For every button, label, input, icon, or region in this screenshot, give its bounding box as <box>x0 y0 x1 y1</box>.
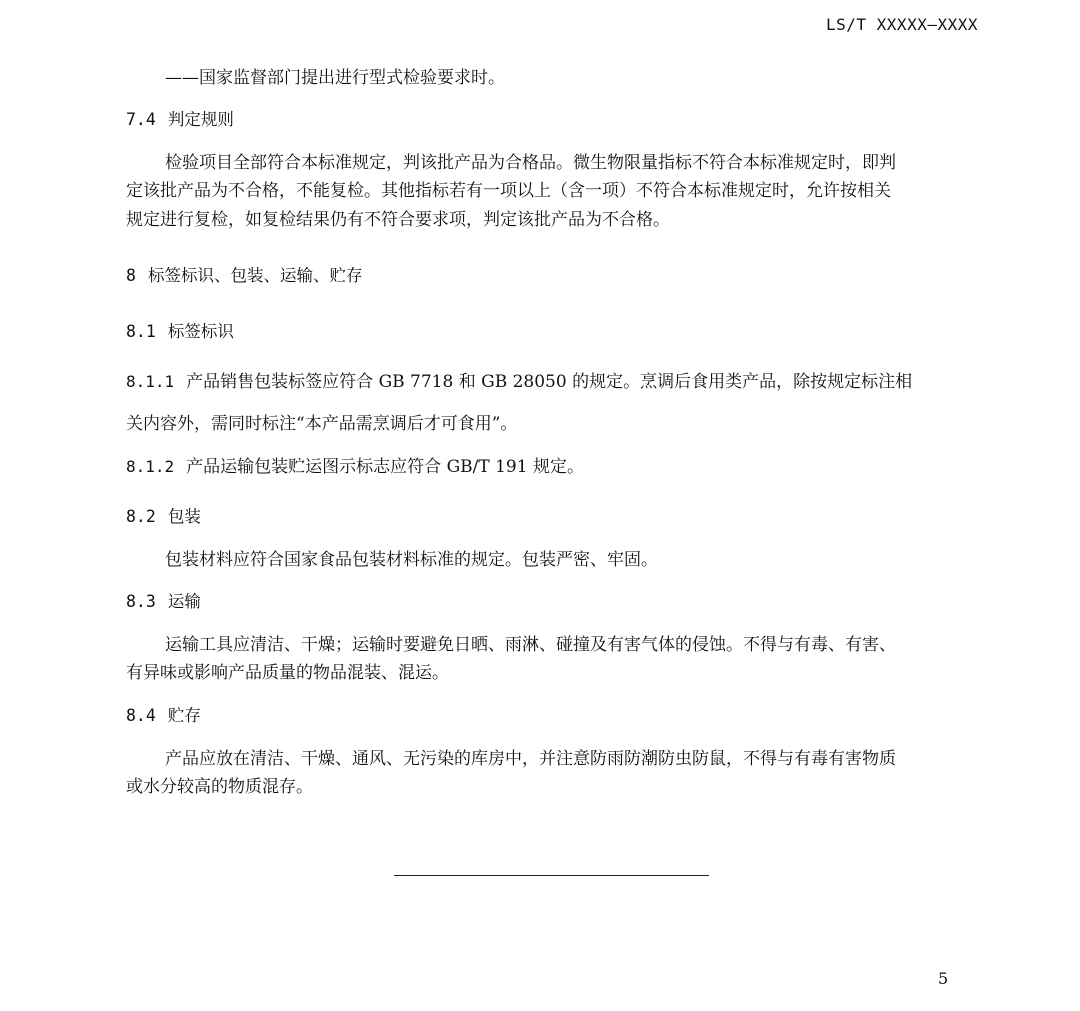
section-heading-8-1 <box>126 318 978 342</box>
section-title: 判定规则 <box>167 110 234 129</box>
paragraph-line: 有异味或影响产品质量的物品混装、混运。 <box>126 663 449 683</box>
clause-text: 产品销售包装标签应符合 GB 7718 和 GB 28050 的规定。烹调后食用类产品，除按规定标注相 <box>186 372 913 392</box>
section-number: 8.4 <box>126 706 156 725</box>
section-heading-8-3 <box>126 588 978 612</box>
paragraph-line: 规定进行复检，如复检结果仍有不符合要求项，判定该批产品为不合格。 <box>126 210 670 230</box>
section-title: 包装 <box>167 507 201 526</box>
section-number: 8.1 <box>126 322 156 341</box>
clause-8-1-1 <box>126 367 978 392</box>
section-number: 8.2 <box>126 507 156 526</box>
page-number: 5 <box>938 969 949 988</box>
section-number: 8.3 <box>126 592 156 611</box>
section-heading-8 <box>126 262 978 286</box>
section-number: 7.4 <box>126 110 156 129</box>
clause-number: 8.1.1 <box>126 372 175 391</box>
paragraph-line: 定该批产品为不合格，不能复检。其他指标若有一项以上（含一项）不符合本标准规定时，允许按相关 <box>126 181 891 201</box>
paragraph-line: 运输工具应清洁、干燥；运输时要避免日晒、雨淋、碰撞及有害气体的侵蚀。不得与有毒、有害、 <box>165 635 896 655</box>
section-title: 运输 <box>167 592 201 611</box>
paragraph-line: 关内容外，需同时标注“本产品需烹调后才可食用”。 <box>126 414 518 434</box>
paragraph-line: 包装材料应符合国家食品包装材料标准的规定。包装严密、牢固。 <box>165 550 658 570</box>
section-title: 标签标识 <box>167 322 234 341</box>
paragraph-line: 产品应放在清洁、干燥、通风、无污染的库房中，并注意防雨防潮防虫防鼠，不得与有毒有害物质 <box>165 749 896 769</box>
paragraph-line: 检验项目全部符合本标准规定，判该批产品为合格品。微生物限量指标不符合本标准规定时，即判 <box>165 153 896 173</box>
section-heading-8-4 <box>126 702 978 726</box>
paragraph-line: 或水分较高的物质混存。 <box>126 777 313 797</box>
paragraph-line: ——国家监督部门提出进行型式检验要求时。 <box>165 68 505 88</box>
clause-text: 产品运输包装贮运图示标志应符合 GB/T 191 规定。 <box>186 457 584 477</box>
section-heading-7-4 <box>126 106 978 130</box>
section-title: 标签标识、包装、运输、贮存 <box>147 266 363 285</box>
document-code: LS/T XXXXX—XXXX <box>826 15 978 34</box>
clause-8-1-2 <box>126 452 978 477</box>
end-rule <box>394 875 709 876</box>
section-title: 贮存 <box>167 706 201 725</box>
clause-number: 8.1.2 <box>126 457 175 476</box>
section-heading-8-2 <box>126 503 978 527</box>
section-number: 8 <box>126 266 136 285</box>
